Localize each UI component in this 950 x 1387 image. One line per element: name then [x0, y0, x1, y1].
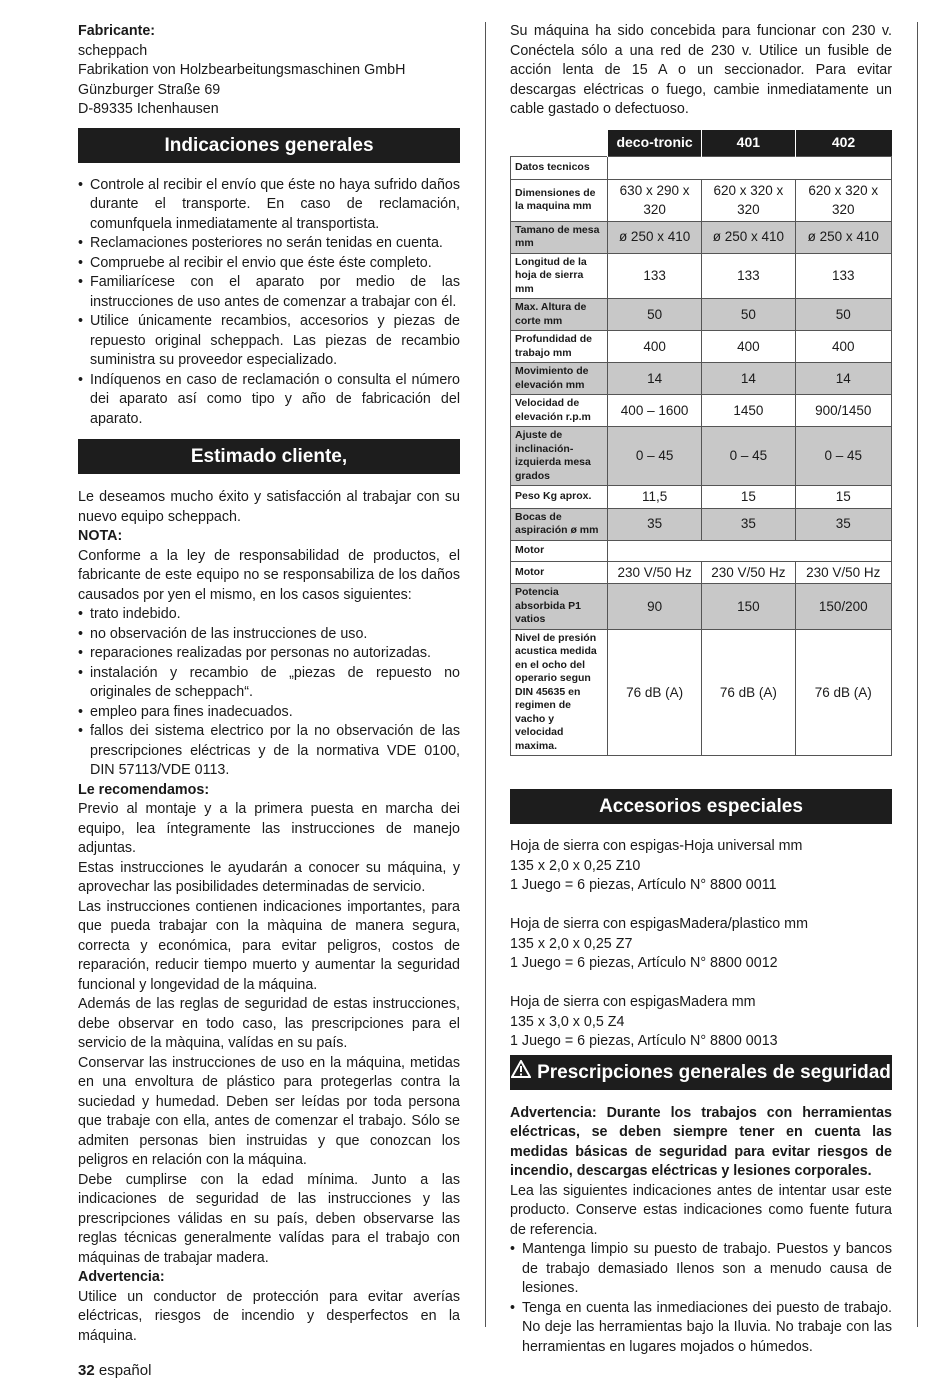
spec-label: Max. Altura de corte mm [511, 299, 608, 331]
spec-value: 50 [795, 299, 891, 331]
spec-value: 35 [702, 508, 795, 540]
nota-label: NOTA: [78, 528, 123, 544]
spec-value: 400 [702, 331, 795, 363]
spec-value: 14 [795, 363, 891, 395]
spec-label: Longitud de la hoja de sierra mm [511, 253, 608, 299]
right-column [510, 22, 892, 1357]
manufacturer-label: Fabricante: [78, 23, 156, 39]
table-header-model: 402 [795, 130, 891, 157]
spec-value: ø 250 x 410 [702, 221, 795, 253]
spec-value: 15 [795, 486, 891, 509]
table-row [511, 331, 892, 363]
paragraph: Estas instrucciones le ayudarán a conocer su máquina, y aprovechar las posibilidades determinadas de servicio. [78, 859, 460, 895]
accessory-line: 1 Juego = 6 piezas, Artículo N° 8800 0011 [510, 877, 777, 893]
accessory-line: 135 x 2,0 x 0,25 Z10 [510, 857, 641, 874]
spec-value: 150 [702, 584, 795, 630]
spec-value: 400 [608, 331, 702, 363]
section-label: Motor [511, 540, 608, 561]
spec-value: 900/1450 [795, 395, 891, 427]
accessory-line: Hoja de sierra con espigasMadera mm [510, 994, 756, 1010]
spec-label: Profundidad de trabajo mm [511, 331, 608, 363]
accessory-line: Hoja de sierra con espigasMadera/plastico mm [510, 916, 808, 932]
safety-title: Prescripciones generales de seguridad [537, 1061, 891, 1083]
accessory-item [510, 837, 892, 896]
list-item: • trato indebido. [78, 605, 460, 625]
list-item: • instalación y recambio de „piezas de repuesto no originales de scheppach“. [78, 664, 460, 703]
table-section-row [511, 540, 892, 561]
spec-value: 0 – 45 [795, 427, 891, 486]
paragraph: Además de las reglas de seguridad de estas instrucciones, debe observar en todo caso, las prescripciones para el servicio de la màquina, valídas en su país. [78, 996, 460, 1051]
spec-value: 0 – 45 [608, 427, 702, 486]
power-note: Su máquina ha sido concebida para funcionar con 230 v. Conéctela sólo a una red de 230 v. Utilice un fusible de acción lenta de 15 A o un seccionador. Para evitar descargas eléctricas o fuego, cambie inmediatamente un cable gastado o defectuoso. [510, 23, 892, 117]
spec-label: Motor [511, 561, 608, 584]
manufacturer-line: Günzburger Straße 69 [78, 81, 221, 98]
spec-value: 15 [702, 486, 795, 509]
warning-triangle-icon [511, 1055, 531, 1090]
spec-value: 230 V/50 Hz [795, 561, 891, 584]
spec-value: 76 dB (A) [795, 629, 891, 756]
spec-value: 133 [608, 253, 702, 299]
spec-value: 90 [608, 584, 702, 630]
table-row [511, 584, 892, 630]
spec-value: 14 [702, 363, 795, 395]
section-filler [608, 156, 892, 179]
paragraph: Debe cumplirse con la edad mínima. Junto a las indicaciones de seguridad de las instrucciones y las prescripciones válidas en su país, deben observarse las reglas técnicas generalmente valídas para el trabajo con máquinas de trabajar madera. [78, 1171, 460, 1266]
spec-label: Dimensiones de la maquina mm [511, 179, 608, 221]
spec-label: Peso Kg aprox. [511, 486, 608, 509]
left-column [78, 22, 460, 1346]
table-header-row [511, 130, 892, 157]
warning-text: Utilice un conductor de protección para evitar averías eléctricas, riesgos de incendio y desperfectos en la máquina. [78, 1288, 460, 1344]
accessory-item [510, 993, 892, 1052]
table-row [511, 299, 892, 331]
general-list [78, 176, 460, 430]
spec-rows-technical [511, 179, 892, 540]
table-header-blank [511, 130, 608, 157]
paragraph: Conservar las instrucciones de uso en la máquina, metidas en una envoltura de plástico para protegerlas contra la suciedad y humedad. Deben ser leídas por toda persona que trabaje con ella, antes de comenzar el trabajo. Sólo se admiten personas bien instruidas y que conozcan los peligros en relación con la máquina. [78, 1054, 460, 1168]
spec-value: ø 250 x 410 [608, 221, 702, 253]
list-item: • Indíquenos en caso de reclamación o consulta el número dei aparato así como tipo y año de fabricación del aparato. [78, 371, 460, 430]
list-item: • Compruebe al recibir el envio que éste éste completo. [78, 254, 460, 274]
accessories-heading: Accesorios especiales [510, 789, 892, 824]
spec-value: 76 dB (A) [608, 629, 702, 756]
spec-value: 620 x 320 x 320 [795, 179, 891, 221]
warning-label: Advertencia: [78, 1269, 165, 1285]
spec-label: Potencia absorbida P1 vatios [511, 584, 608, 630]
spec-value: 35 [795, 508, 891, 540]
table-row [511, 629, 892, 756]
table-row [511, 427, 892, 486]
list-item: • fallos dei sistema electrico por la no observación de las prescripciones eléctricas y de la normativa VDE 0100, DIN 57113/VDE 0113. [78, 722, 460, 781]
footer-language: español [98, 1362, 152, 1379]
table-row [511, 508, 892, 540]
spec-value: 630 x 290 x 320 [608, 179, 702, 221]
accessory-line: 1 Juego = 6 piezas, Artículo N° 8800 0013 [510, 1033, 778, 1049]
manufacturer-line: D-89335 Ichenhausen [78, 101, 219, 117]
accessory-line: 1 Juego = 6 piezas, Artículo N° 8800 0012 [510, 955, 778, 971]
safety-heading [510, 1055, 892, 1090]
spec-value: 150/200 [795, 584, 891, 630]
safety-list [510, 1240, 892, 1357]
left-column-rule [485, 22, 486, 1327]
customer-intro: Le deseamos mucho éxito y satisfacción al trabajar con su nuevo equipo scheppach. [78, 489, 460, 525]
list-item: • Controle al recibir el envío que éste no haya sufrido daños durante el transporte. En caso de reclamación, comunfquela inmediatamente al transportista. [78, 176, 460, 235]
general-heading: Indicaciones generales [78, 128, 460, 163]
spec-value: 11,5 [608, 486, 702, 509]
accessories-list [510, 837, 892, 1052]
spec-label: Bocas de aspiración ø mm [511, 508, 608, 540]
spec-value: 133 [702, 253, 795, 299]
section-label: Datos tecnicos [511, 156, 608, 179]
paragraph: Previo al montaje y a la primera puesta en marcha dei equipo, lea íntegramente las instrucciones de manejo adjuntas. [78, 801, 460, 856]
table-row [511, 221, 892, 253]
spec-label: Velocidad de elevación r.p.m [511, 395, 608, 427]
accessory-line: 135 x 2,0 x 0,25 Z7 [510, 935, 633, 952]
spec-value: 1450 [702, 395, 795, 427]
table-row [511, 179, 892, 221]
list-item: • Mantenga limpio su puesto de trabajo. Puestos y bancos de trabajo demasiado Ilenos son a menudo causa de lesiones. [510, 1240, 892, 1299]
spec-value: 400 – 1600 [608, 395, 702, 427]
manufacturer-block [78, 22, 460, 120]
table-section-row [511, 156, 892, 179]
list-item: • Familiarícese con el aparato por medio de las instrucciones de uso antes de comenzar a trabajar con él. [78, 273, 460, 312]
spec-label: Tamano de mesa mm [511, 221, 608, 253]
spec-value: 35 [608, 508, 702, 540]
table-row [511, 253, 892, 299]
table-row [511, 486, 892, 509]
spec-value: 14 [608, 363, 702, 395]
spec-label: Nivel de presión acustica medida en el ocho del operario segun DIN 45635 en regimen de vacho y velocidad maxima. [511, 629, 608, 756]
spec-value: ø 250 x 410 [795, 221, 891, 253]
spec-table [510, 130, 892, 757]
spec-label: Movimiento de elevación mm [511, 363, 608, 395]
spec-rows-motor [511, 561, 892, 756]
paragraph: Las instrucciones contienen indicaciones importantes, para que pueda trabajar con la màquina de manera segura, correcta y económica, para evitar peligros, costos de reparación, reducir tiempo muerto y aumentar la seguridad funcional y longevidad de la máquina. [78, 898, 460, 993]
list-item: • Tenga en cuenta las inmediaciones dei puesto de trabajo. No deje las herramientas bajo la Iluvia. No trabaje con las herramientas en lugares mojados o húmedos. [510, 1299, 892, 1358]
table-row [511, 363, 892, 395]
liability-cases-list [78, 605, 460, 781]
safety-warning: Advertencia: Durante los trabajos con herramientas eléctricas, se deben siempre tener en cuenta las medidas básicas de seguridad para evitar riesgos de incendio, descargas eléctricas y lesiones corporales. [510, 1104, 892, 1179]
table-header-model: 401 [702, 130, 795, 157]
recommend-label: Le recomendamos: [78, 781, 210, 798]
spec-value: 50 [608, 299, 702, 331]
customer-heading: Estimado cliente, [78, 439, 460, 474]
list-item: • no observación de las instrucciones de uso. [78, 625, 460, 645]
table-row [511, 561, 892, 584]
accessory-line: 135 x 3,0 x 0,5 Z4 [510, 1013, 625, 1030]
page-footer [78, 1362, 151, 1379]
table-header-model: deco-tronic [608, 130, 702, 157]
spec-value: 230 V/50 Hz [608, 561, 702, 584]
accessory-item [510, 915, 892, 974]
spec-value: 400 [795, 331, 891, 363]
list-item: • reparaciones realizadas por personas no autorizadas. [78, 644, 460, 664]
manufacturer-line: scheppach [78, 42, 148, 59]
right-column-rule [917, 22, 918, 1327]
manufacturer-line: Fabrikation von Holzbearbeitungsmaschinen GmbH [78, 62, 406, 78]
spec-value: 76 dB (A) [702, 629, 795, 756]
list-item: • empleo para fines inadecuados. [78, 703, 460, 723]
table-row [511, 395, 892, 427]
spec-value: 620 x 320 x 320 [702, 179, 795, 221]
spec-value: 50 [702, 299, 795, 331]
list-item: • Utilice únicamente recambios, accesorios y piezas de repuesto original scheppach. Las piezas de recambio suministra su proveedor especializado. [78, 312, 460, 371]
spec-label: Ajuste de inclinación-izquierda mesa grados [511, 427, 608, 486]
section-filler [608, 540, 892, 561]
accessory-line: Hoja de sierra con espigas-Hoja universal mm [510, 838, 803, 854]
spec-value: 133 [795, 253, 891, 299]
list-item: • Reclamaciones posteriores no serán tenidas en cuenta. [78, 234, 460, 254]
page-number: 32 [78, 1362, 95, 1379]
nota-text: Conforme a la ley de responsabilidad de productos, el fabricante de este equipo no se responsabiliza de los daños causados por yen el mismo, en los casos siguientes: [78, 547, 460, 603]
spec-value: 230 V/50 Hz [702, 561, 795, 584]
spec-value: 0 – 45 [702, 427, 795, 486]
safety-intro: Lea las siguientes indicaciones antes de intentar usar este producto. Conserve estas indicaciones como fuente futura de referencia. [510, 1182, 892, 1238]
